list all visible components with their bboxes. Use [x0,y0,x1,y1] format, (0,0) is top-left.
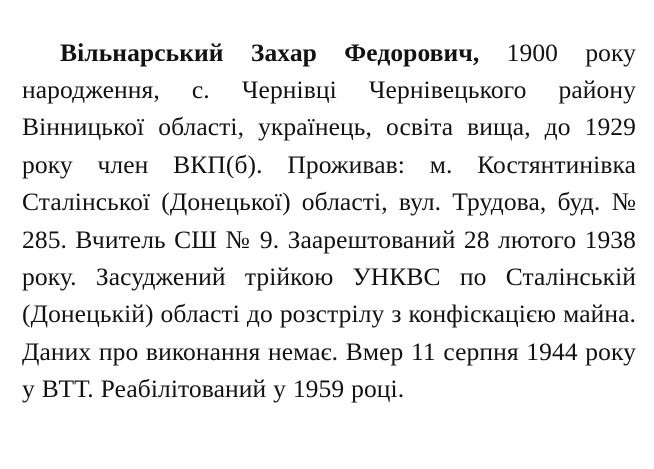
entry-person-name: Вільнарський Захар Федорович, [60,37,480,67]
entry-body-text: 1900 року народження, с. Чернівці Чернівецького району Вінницької області, українець, освіта вища, до 1929 року член ВКП(б). Проживав: м. Костянтинівка Сталінської (Донецької) області, вул. Трудова, буд. № 285. Вчитель СШ № 9. Заарештований 28 лютого 1938 року. Засуджений трійкою УНКВС по Сталінській (Донецькій) області до розстрілу з конфіскацією майна. Даних про виконання немає. Вмер 11 серпня 1944 року у ВТТ. Реабілітований у 1959 році. [22,37,636,404]
dictionary-entry [22,34,636,408]
